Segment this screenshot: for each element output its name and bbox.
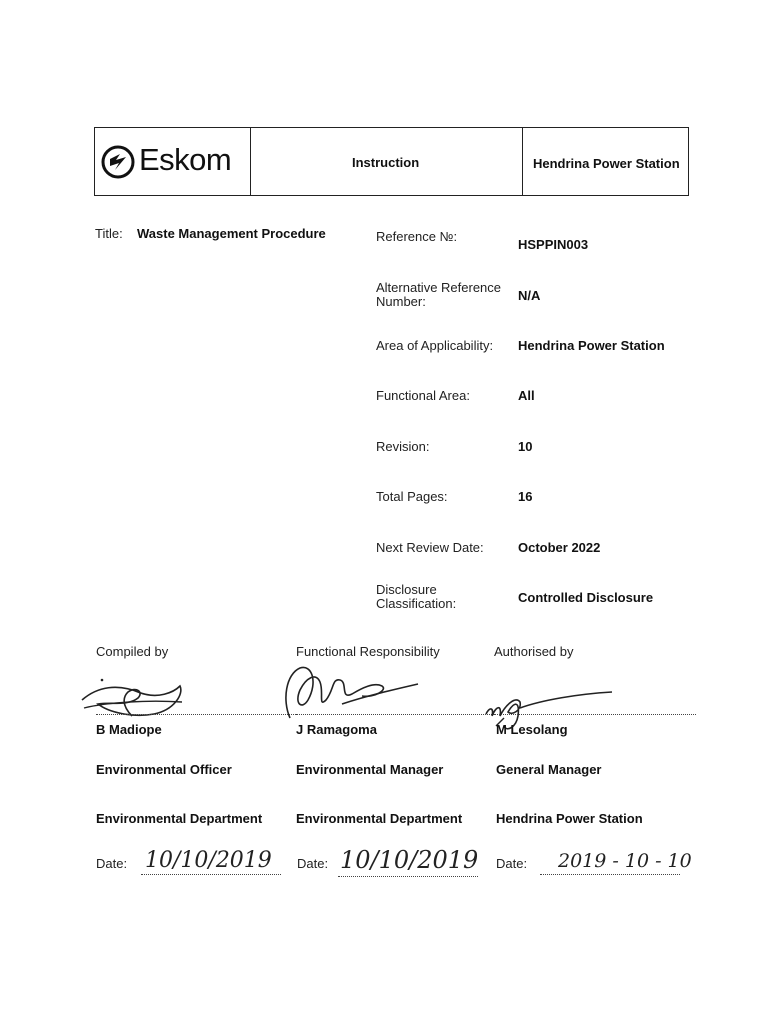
field-value: 10 <box>518 439 533 454</box>
eskom-logo-icon <box>101 145 135 179</box>
station-cell <box>523 128 688 195</box>
field-label: Functional Area: <box>376 388 470 403</box>
field-label: Area of Applicability: <box>376 338 494 353</box>
signatory-position: Environmental Officer <box>96 762 232 777</box>
field-value: October 2022 <box>518 540 601 555</box>
signature-line <box>296 714 496 715</box>
handwritten-date: 10/10/2019 <box>145 848 272 873</box>
document-header-table <box>94 127 689 196</box>
brand-name: Eskom <box>139 142 232 177</box>
field-value: Controlled Disclosure <box>518 590 654 605</box>
field-label: Reference №: <box>376 229 458 244</box>
signatory-department: Hendrina Power Station <box>496 811 643 826</box>
field-label: Disclosure Classification: <box>376 582 457 611</box>
field-value: HSPPIN003 <box>518 237 589 252</box>
handwritten-date: 10/10/2019 <box>340 846 479 874</box>
date-line <box>338 876 478 877</box>
field-value: N/A <box>518 288 541 303</box>
title-label: Title: <box>95 226 123 241</box>
station-label: Hendrina Power Station <box>533 156 680 171</box>
field-value: Hendrina Power Station <box>518 338 665 353</box>
signature-line <box>494 714 696 715</box>
doc-type-cell <box>250 128 523 195</box>
signatory-department: Environmental Department <box>296 811 463 826</box>
date-line <box>141 874 281 875</box>
handwritten-date: 2019 - 10 - 10 <box>558 850 692 872</box>
signature-line <box>96 714 296 715</box>
signatory-name: B Madiope <box>96 722 162 737</box>
signatory-position: Environmental Manager <box>296 762 444 777</box>
date-label: Date: <box>496 856 528 871</box>
field-value: All <box>518 388 535 403</box>
field-label: Revision: <box>376 439 430 454</box>
functional-responsibility-heading: Functional Responsibility <box>296 644 440 659</box>
document-title: Waste Management Procedure <box>137 226 326 241</box>
logo-cell <box>95 128 251 195</box>
field-label: Next Review Date: <box>376 540 484 555</box>
signatory-name: M Lesolang <box>496 722 568 737</box>
date-line <box>540 874 680 875</box>
signatory-department: Environmental Department <box>96 811 263 826</box>
compiled-by-heading: Compiled by <box>96 644 169 659</box>
signatory-name: J Ramagoma <box>296 722 377 737</box>
field-label: Total Pages: <box>376 489 448 504</box>
signatory-position: General Manager <box>496 762 602 777</box>
field-label: Alternative Reference Number: <box>376 280 502 309</box>
date-label: Date: <box>297 856 329 871</box>
date-label: Date: <box>96 856 128 871</box>
doc-type-label: Instruction <box>352 155 420 170</box>
authorised-by-heading: Authorised by <box>494 644 574 659</box>
field-value: 16 <box>518 489 533 504</box>
